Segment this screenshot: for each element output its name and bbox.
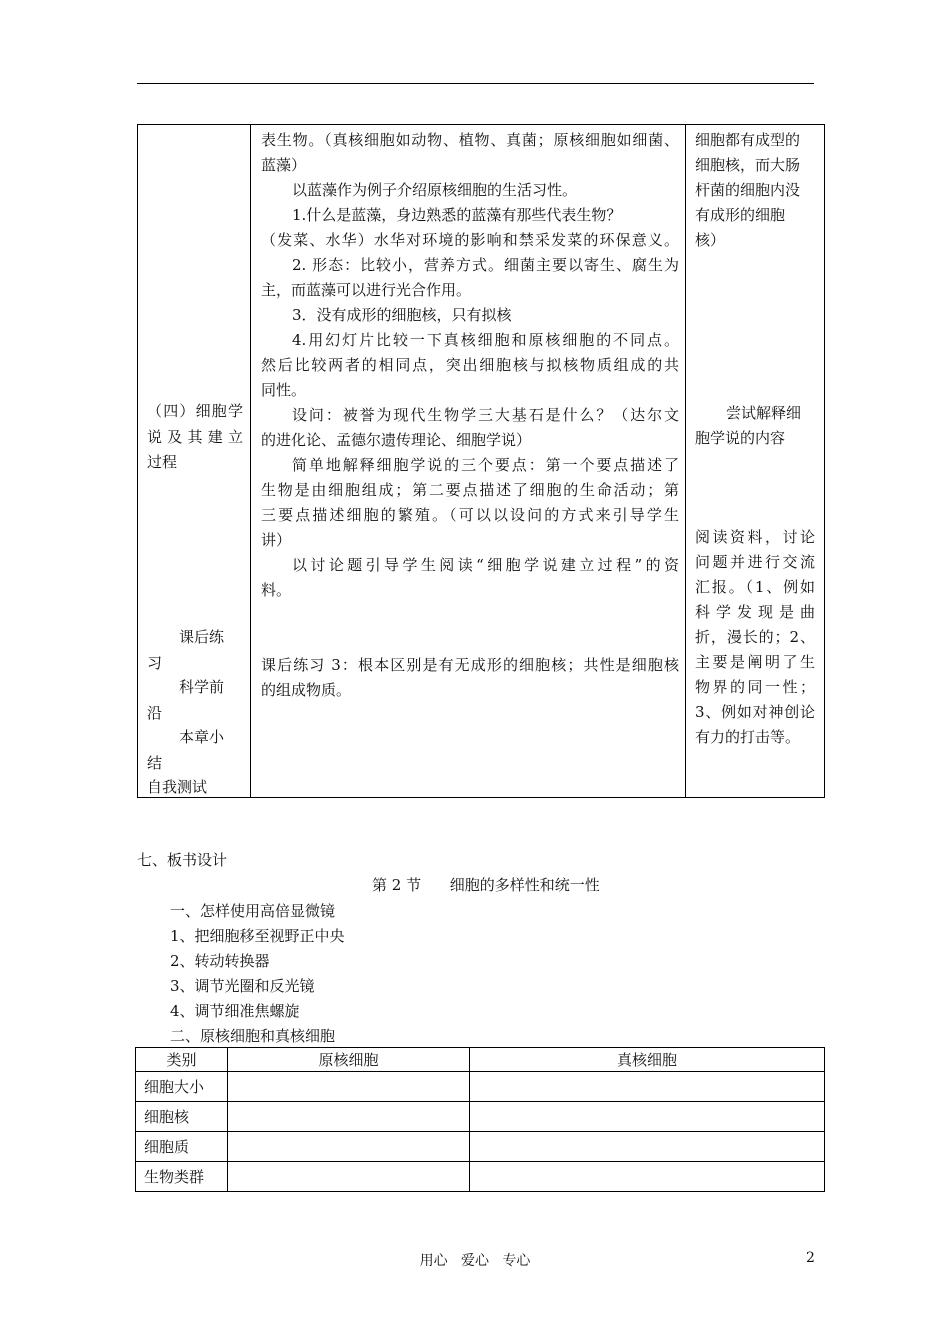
board-subtitle: 第 2 节 细胞的多样性和统一性 xyxy=(372,876,600,894)
teacher-line: 以讨论题引导学生阅读“细胞学说建立过程”的资 xyxy=(292,556,679,574)
teacher-line: 然后比较两者的相同点，突出细胞核与拟核物质组成的共 xyxy=(261,356,679,374)
student-line: 3、例如对神创论 xyxy=(695,703,815,721)
teacher-line: 料。 xyxy=(261,581,292,599)
table-row xyxy=(136,1132,825,1162)
table-row xyxy=(136,1102,825,1132)
student-line: 汇报。（1、例如 xyxy=(695,578,815,596)
topic-line: 自我测试 xyxy=(147,778,208,796)
comparison-table xyxy=(135,1047,825,1192)
teacher-line: 设问：被誉为现代生物学三大基石是什么？（达尔文 xyxy=(292,406,679,424)
lesson-col-teacher xyxy=(251,125,686,798)
student-line: 问题并进行交流 xyxy=(695,553,815,571)
topic-line: 课后练 xyxy=(179,628,225,646)
empty-cell xyxy=(470,1162,825,1192)
teacher-line: 课后练习 3：根本区别是有无成形的细胞核；共性是细胞核 xyxy=(261,656,679,674)
topic-line: 过程 xyxy=(147,453,178,471)
teacher-line: 的组成物质。 xyxy=(261,681,352,699)
empty-cell xyxy=(228,1162,470,1192)
topic-line: 结 xyxy=(147,754,163,772)
lesson-table xyxy=(137,124,825,798)
empty-cell xyxy=(228,1132,470,1162)
empty-cell xyxy=(470,1102,825,1132)
page-number: 2 xyxy=(806,1250,815,1266)
header-rule xyxy=(137,83,814,84)
row-label: 细胞质 xyxy=(136,1132,228,1162)
section-heading: 七、板书设计 xyxy=(137,851,228,869)
header-cell: 原核细胞 xyxy=(228,1048,470,1072)
student-line: 杆菌的细胞内没 xyxy=(695,181,801,199)
student-line: 主要是阐明了生 xyxy=(695,653,815,671)
board-item: 4、调节细准焦螺旋 xyxy=(170,1002,300,1020)
topic-line: 说及其建立 xyxy=(147,428,243,446)
teacher-line: 主，而蓝藻可以进行光合作用。 xyxy=(261,281,472,299)
student-line: 有成形的细胞 xyxy=(695,206,786,224)
topic-line: 本章小 xyxy=(179,728,225,746)
teacher-line: 3．没有成形的细胞核，只有拟核 xyxy=(292,306,512,324)
page-footer: 用心 爱心 专心 xyxy=(419,1253,531,1269)
topic-line: 习 xyxy=(147,654,163,672)
teacher-line: 简单地解释细胞学说的三个要点：第一个要点描述了 xyxy=(292,456,679,474)
student-line: 物界的同一性； xyxy=(695,678,815,696)
comparison-header-row xyxy=(136,1048,825,1072)
teacher-line: 讲） xyxy=(261,531,292,549)
lesson-col-student xyxy=(686,125,825,798)
topic-line: 沿 xyxy=(147,704,163,722)
student-line: 细胞核，而大肠 xyxy=(695,156,801,174)
empty-cell xyxy=(470,1072,825,1102)
teacher-line: 同性。 xyxy=(261,381,307,399)
empty-cell xyxy=(470,1132,825,1162)
board-item: 3、调节光圈和反光镜 xyxy=(170,977,315,995)
row-label: 生物类群 xyxy=(136,1162,228,1192)
teacher-line: 以蓝藻作为例子介绍原核细胞的生活习性。 xyxy=(292,181,578,199)
teacher-line: 2. 形态：比较小，营养方式。细菌主要以寄生、腐生为 xyxy=(292,256,679,274)
empty-cell xyxy=(228,1072,470,1102)
teacher-line: 蓝藻） xyxy=(261,156,307,174)
header-cell: 类别 xyxy=(136,1048,228,1072)
board-item: 一、怎样使用高倍显微镜 xyxy=(170,902,336,920)
student-line: 阅读资料，讨论 xyxy=(695,528,815,546)
empty-cell xyxy=(228,1102,470,1132)
topic-line: （四）细胞学 xyxy=(147,402,243,420)
teacher-line: 4.用幻灯片比较一下真核细胞和原核细胞的不同点。 xyxy=(292,331,679,349)
teacher-line: 三要点描述细胞的繁殖。（可以以设问的方式来引导学生 xyxy=(261,506,679,524)
teacher-line: 生物是由细胞组成；第二要点描述了细胞的生命活动；第 xyxy=(261,481,679,499)
board-item: 1、把细胞移至视野正中央 xyxy=(170,927,345,945)
student-line: 核） xyxy=(695,231,726,249)
student-line: 胞学说的内容 xyxy=(695,429,786,447)
row-label: 细胞大小 xyxy=(136,1072,228,1102)
student-line: 细胞都有成型的 xyxy=(695,131,801,149)
topic-line: 科学前 xyxy=(179,678,225,696)
teacher-line: 表生物。（真核细胞如动物、植物、真菌；原核细胞如细菌、 xyxy=(261,131,679,149)
table-row xyxy=(136,1162,825,1192)
student-line: 折，漫长的；2、 xyxy=(695,628,815,646)
header-cell: 真核细胞 xyxy=(470,1048,825,1072)
teacher-line: 1.什么是蓝藻，身边熟悉的蓝藻有那些代表生物？ xyxy=(292,206,622,224)
student-line: 尝试解释细 xyxy=(726,404,802,422)
student-line: 有力的打击等。 xyxy=(695,728,801,746)
table-row xyxy=(136,1072,825,1102)
teacher-line: 的进化论、孟德尔遗传理论、细胞学说） xyxy=(261,431,532,449)
row-label: 细胞核 xyxy=(136,1102,228,1132)
student-line: 科学发现是曲 xyxy=(695,603,815,621)
board-item: 二、原核细胞和真核细胞 xyxy=(170,1027,336,1045)
teacher-line: （发菜、水华）水华对环境的影响和禁采发菜的环保意义。 xyxy=(261,231,679,249)
board-item: 2、转动转换器 xyxy=(170,952,270,970)
lesson-col-topic xyxy=(138,125,251,798)
